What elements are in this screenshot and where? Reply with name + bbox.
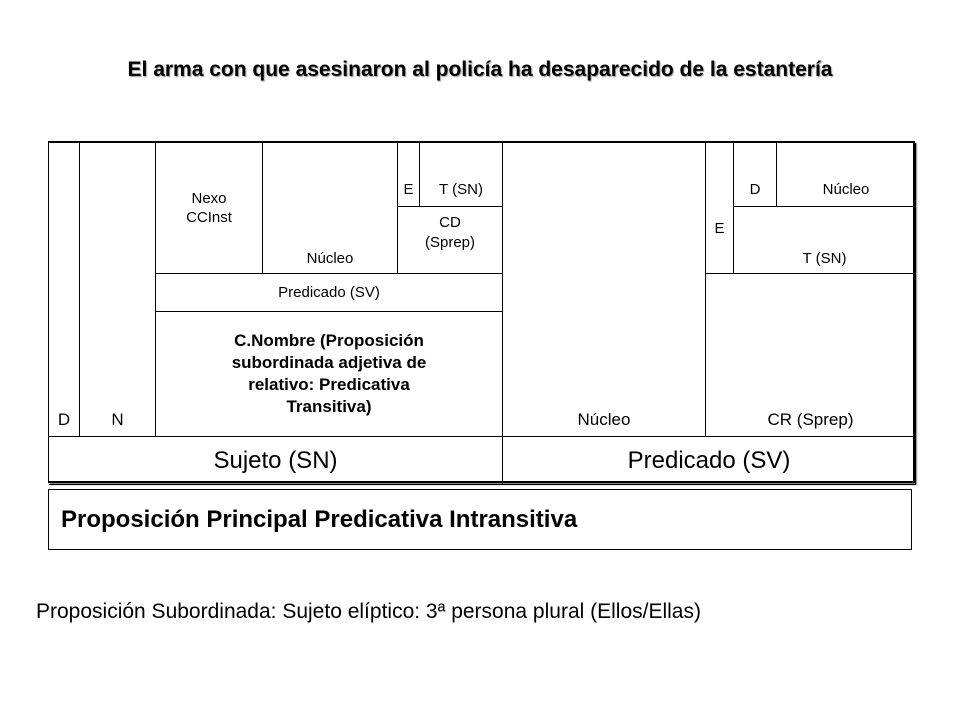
cell-nexo: Nexo CCInst (156, 143, 263, 274)
cell-t-sn1: T (SN) (420, 143, 503, 207)
cell-t-sn2: T (SN) (734, 207, 916, 274)
cell-cd: CD (Sprep) (398, 207, 503, 274)
cell-nucleo-main: Núcleo (503, 143, 706, 437)
cell-e1: E (398, 143, 420, 207)
cell-d2: D (734, 143, 777, 207)
cell-cnombre: C.Nombre (Proposición subordinada adjetiva de relativo: Predicativa Transitiva) (156, 312, 503, 437)
cell-predicado-sub: Predicado (SV) (156, 274, 503, 312)
footnote: Proposición Subordinada: Sujeto elíptico: 3ª persona plural (Ellos/Ellas) (36, 600, 701, 623)
cell-d: D (49, 143, 80, 437)
main-proposition-text: Proposición Principal Predicativa Intransitiva (61, 505, 578, 533)
syntax-analysis-table (48, 141, 915, 483)
cell-n: N (80, 143, 156, 437)
cell-nucleo2: Núcleo (777, 143, 916, 207)
cell-nucleo-verb: Núcleo (263, 143, 398, 274)
cell-sujeto: Sujeto (SN) (49, 437, 503, 485)
cell-cr: CR (Sprep) (706, 274, 916, 437)
cell-predicado: Predicado (SV) (503, 437, 916, 485)
sentence-title: El arma con que asesinaron al policía ha desaparecido de la estantería (127, 58, 833, 81)
main-proposition-label (48, 489, 912, 550)
cell-e2: E (706, 143, 734, 274)
